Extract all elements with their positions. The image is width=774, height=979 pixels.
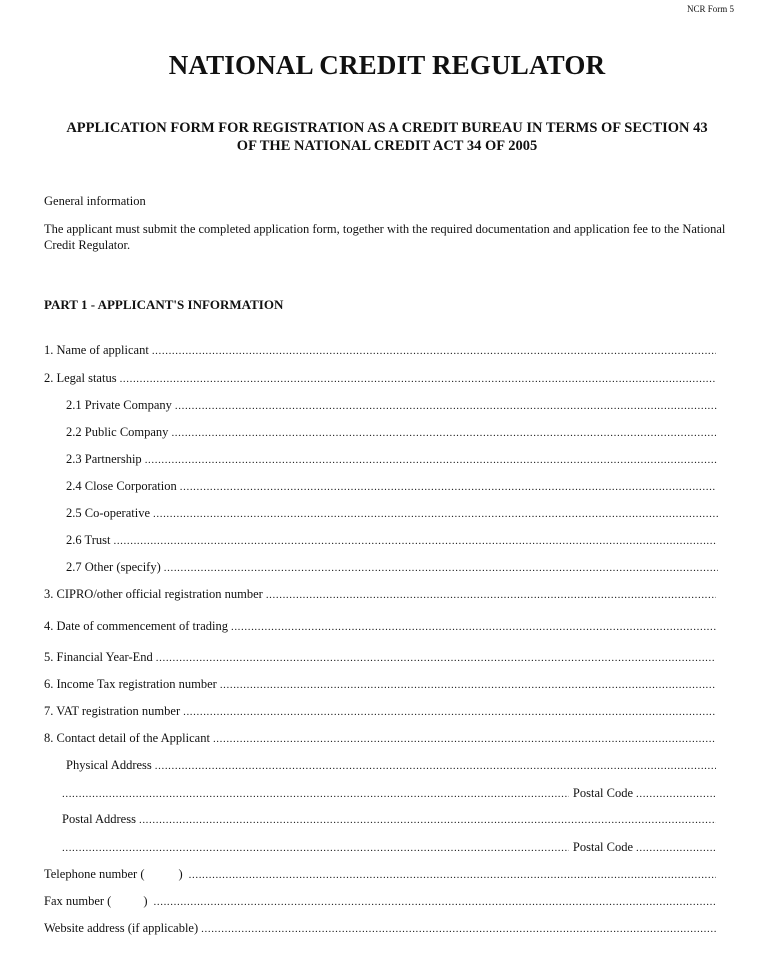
field-telephone-number[interactable] <box>44 867 716 881</box>
subtitle-line-2: OF THE NATIONAL CREDIT ACT 34 OF 2005 <box>236 138 538 154</box>
fill-line <box>139 814 716 826</box>
field-income-tax-number[interactable] <box>44 677 716 691</box>
field-label: 2.7 Other (specify) <box>66 560 161 574</box>
field-commencement-date[interactable] <box>44 619 716 633</box>
field-label: 2.6 Trust <box>66 533 111 547</box>
fill-line <box>189 869 716 881</box>
field-label: Fax number ( <box>44 894 112 908</box>
form-code: NCR Form 5 <box>686 4 734 14</box>
field-label: Telephone number ( <box>44 867 145 881</box>
fill-line <box>62 788 569 800</box>
field-label: Postal Code <box>572 786 633 800</box>
fill-line <box>201 923 716 935</box>
fill-line <box>231 621 716 633</box>
fill-line <box>180 481 716 493</box>
field-financial-year-end[interactable] <box>44 650 716 664</box>
fill-line <box>164 562 718 574</box>
fill-line <box>213 733 716 745</box>
fill-line <box>152 345 716 357</box>
field-label: 3. CIPRO/other official registration number <box>44 587 263 601</box>
subtitle-line-1: APPLICATION FORM FOR REGISTRATION AS A CREDIT BUREAU IN TERMS OF SECTION 43 <box>66 120 708 136</box>
field-label: 2.1 Private Company <box>66 398 172 412</box>
fill-line <box>183 706 716 718</box>
field-partnership[interactable] <box>66 452 718 466</box>
fill-line <box>145 454 718 466</box>
fill-line <box>154 896 716 908</box>
page-subtitle <box>30 119 744 155</box>
field-label: 2. Legal status <box>44 371 117 385</box>
field-close-corporation[interactable] <box>66 479 716 493</box>
field-physical-postal-code[interactable] <box>62 786 716 800</box>
fill-line <box>220 679 716 691</box>
field-cooperative[interactable] <box>66 506 718 520</box>
fill-line <box>636 788 716 800</box>
field-label: 6. Income Tax registration number <box>44 677 217 691</box>
field-label: 4. Date of commencement of trading <box>44 619 228 633</box>
field-private-company[interactable] <box>66 398 718 412</box>
part1-heading: PART 1 - APPLICANT'S INFORMATION <box>44 297 284 312</box>
field-physical-address[interactable] <box>66 758 716 772</box>
field-label: 2.5 Co-operative <box>66 506 151 520</box>
field-trust[interactable] <box>66 533 716 547</box>
field-label: 7. VAT registration number <box>44 704 181 718</box>
field-label: 2.2 Public Company <box>66 425 169 439</box>
fill-line <box>113 535 716 547</box>
field-label: Website address (if applicable) <box>44 921 199 935</box>
fill-line <box>153 508 718 520</box>
field-postal-address[interactable] <box>62 812 716 826</box>
general-information-heading: General information <box>44 194 146 208</box>
field-label: 8. Contact detail of the Applicant <box>44 731 210 745</box>
fill-line <box>636 842 716 854</box>
field-name-of-applicant[interactable] <box>44 343 716 357</box>
field-contact-detail[interactable] <box>44 731 716 745</box>
field-label: 2.4 Close Corporation <box>66 479 177 493</box>
fill-line <box>171 427 716 439</box>
field-label: 2.3 Partnership <box>66 452 142 466</box>
field-label: Postal Code <box>572 840 633 854</box>
fill-line <box>156 652 716 664</box>
field-website-address[interactable] <box>44 921 716 935</box>
field-legal-status[interactable] <box>44 371 716 385</box>
field-fax-number[interactable] <box>44 894 716 908</box>
field-label: Physical Address <box>66 758 152 772</box>
fill-line <box>175 400 718 412</box>
fill-line <box>120 373 716 385</box>
field-cipro-number[interactable] <box>44 587 716 601</box>
field-label: Postal Address <box>62 812 136 826</box>
page-title: NATIONAL CREDIT REGULATOR <box>168 50 606 80</box>
fill-line <box>266 589 716 601</box>
general-information-text: The applicant must submit the completed application form, together with the required documentation and application fee to the National Credit Regulator. <box>44 222 726 252</box>
fill-line <box>62 842 569 854</box>
field-vat-number[interactable] <box>44 704 716 718</box>
field-label-close: ) <box>178 867 183 881</box>
field-label: 1. Name of applicant <box>44 343 149 357</box>
field-other-specify[interactable] <box>66 560 718 574</box>
field-label: 5. Financial Year-End <box>44 650 153 664</box>
field-postal-postal-code[interactable] <box>62 840 716 854</box>
field-label-close: ) <box>143 894 148 908</box>
field-public-company[interactable] <box>66 425 716 439</box>
fill-line <box>155 760 716 772</box>
